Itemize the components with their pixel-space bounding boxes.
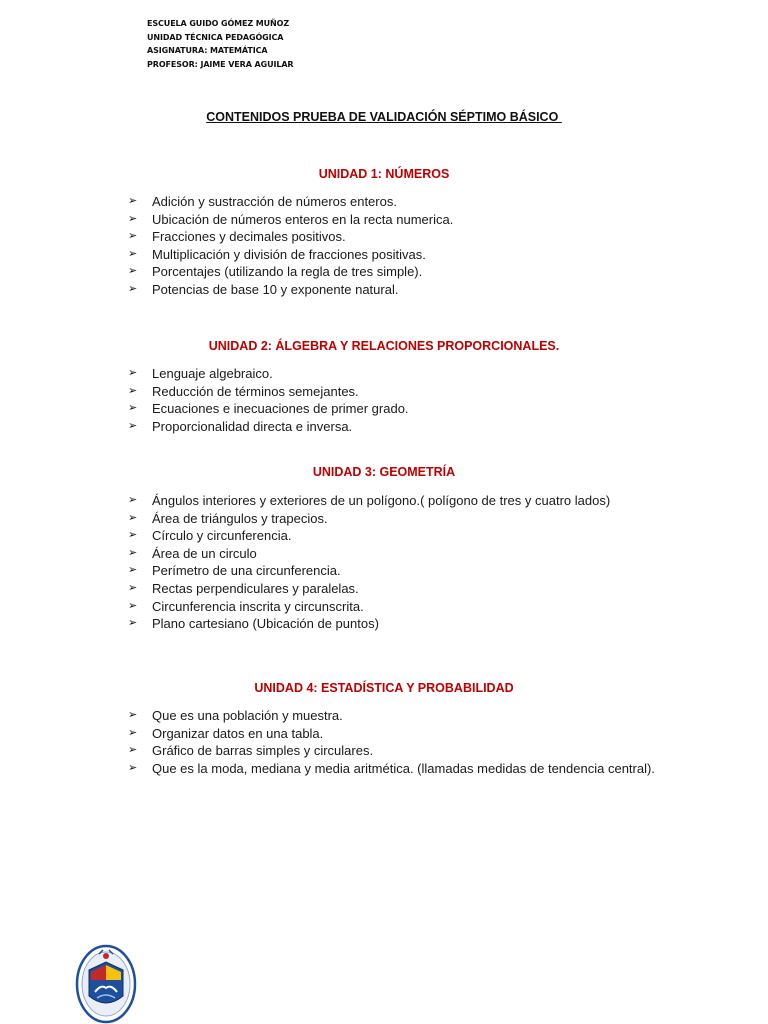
list-item-text: Área de triángulos y trapecios. [152,510,328,526]
list-item-text: Círculo y circunferencia. [152,528,292,544]
arrowhead-bullet-icon: ➢ [128,726,138,739]
arrowhead-bullet-icon: ➢ [128,529,138,542]
arrowhead-bullet-icon: ➢ [128,599,138,612]
arrowhead-bullet-icon: ➢ [128,546,138,559]
list-item [128,598,688,616]
school-name: ESCUELA GUIDO GÓMEZ MUÑOZ [147,19,290,28]
list-item [128,246,688,264]
department-name: UNIDAD TÉCNICA PEDAGÓGICA [147,32,284,42]
unit-2-title: UNIDAD 2: ÁLGEBRA Y RELACIONES PROPORCIONALES. [208,339,560,353]
list-item-text: Área de un circulo [152,545,257,561]
list-item [128,760,688,778]
list-item [128,510,688,528]
list-item [128,263,688,281]
arrowhead-bullet-icon: ➢ [128,247,138,260]
arrowhead-bullet-icon: ➢ [128,195,138,207]
subject-line: ASIGNATURA: MATEMÁTICA [147,46,268,55]
list-item-text: Que es una población y muestra. [152,708,343,723]
arrowhead-bullet-icon: ➢ [128,282,138,295]
list-item-text: Organizar datos en una tabla. [152,725,324,741]
arrowhead-bullet-icon: ➢ [128,494,138,506]
unit-1-title: UNIDAD 1: NÚMEROS [318,167,450,181]
list-item [128,492,688,510]
unit-3-list [128,492,688,633]
list-item-text: Lenguaje algebraico. [152,366,273,381]
list-item-text: Rectas perpendiculares y paralelas. [152,580,359,596]
list-item [128,562,688,580]
document-title: CONTENIDOS PRUEBA DE VALIDACIÓN SÉPTIMO BÁSICO [206,110,562,124]
list-item-text: Gráfico de barras simples y circulares. [152,743,374,759]
arrowhead-bullet-icon: ➢ [128,709,138,721]
list-item [128,281,688,299]
arrowhead-bullet-icon: ➢ [128,419,138,432]
unit-4-title: UNIDAD 4: ESTADÍSTICA Y PROBABILIDAD [254,681,514,695]
list-item [128,228,688,246]
list-item-text: Reducción de términos semejantes. [152,383,359,399]
arrowhead-bullet-icon: ➢ [128,581,138,594]
list-item [128,400,688,418]
list-item-text: Perímetro de una circunferencia. [152,563,341,579]
list-item [128,707,688,725]
arrowhead-bullet-icon: ➢ [128,564,138,577]
arrowhead-bullet-icon: ➢ [128,744,138,757]
arrowhead-bullet-icon: ➢ [128,230,138,243]
arrowhead-bullet-icon: ➢ [128,384,138,397]
list-item-text: Porcentajes (utilizando la regla de tres simple). [152,264,423,280]
list-item [128,580,688,598]
list-item [128,418,688,436]
school-seal-logo [75,940,137,1024]
arrowhead-bullet-icon: ➢ [128,212,138,225]
list-item [128,615,688,633]
list-item-text: Circunferencia inscrita y circunscrita. [152,598,364,614]
list-item-text: Ubicación de números enteros en la recta numerica. [152,211,454,227]
list-item-text: Plano cartesiano (Ubicación de puntos) [152,616,379,632]
list-item-text: Fracciones y decimales positivos. [152,229,346,245]
letterhead [147,17,294,71]
arrowhead-bullet-icon: ➢ [128,511,138,524]
arrowhead-bullet-icon: ➢ [128,367,138,379]
list-item-text: Proporcionalidad directa e inversa. [152,418,353,434]
arrowhead-bullet-icon: ➢ [128,265,138,278]
list-item [128,365,688,383]
list-item [128,383,688,401]
unit-3-title: UNIDAD 3: GEOMETRÍA [312,465,456,479]
list-item-text: Potencias de base 10 y exponente natural. [152,281,399,297]
list-item [128,742,688,760]
list-item [128,545,688,563]
arrowhead-bullet-icon: ➢ [128,761,138,774]
list-item-text: Adición y sustracción de números enteros. [152,194,397,209]
unit-1-list [128,193,688,299]
list-item-text: Multiplicación y división de fracciones positivas. [152,246,426,262]
list-item [128,725,688,743]
arrowhead-bullet-icon: ➢ [128,402,138,415]
list-item [128,211,688,229]
list-item-text: Ángulos interiores y exteriores de un polígono.( polígono de tres y cuatro lados) [152,493,611,508]
list-item-text: Ecuaciones e inecuaciones de primer grado. [152,401,409,417]
list-item [128,527,688,545]
teacher-line: PROFESOR: JAIME VERA AGUILAR [147,59,294,69]
arrowhead-bullet-icon: ➢ [128,617,138,630]
unit-2-list [128,365,688,435]
unit-4-list [128,707,688,777]
list-item [128,193,688,211]
list-item-text: Que es la moda, mediana y media aritmética. (llamadas medidas de tendencia central). [152,760,655,776]
